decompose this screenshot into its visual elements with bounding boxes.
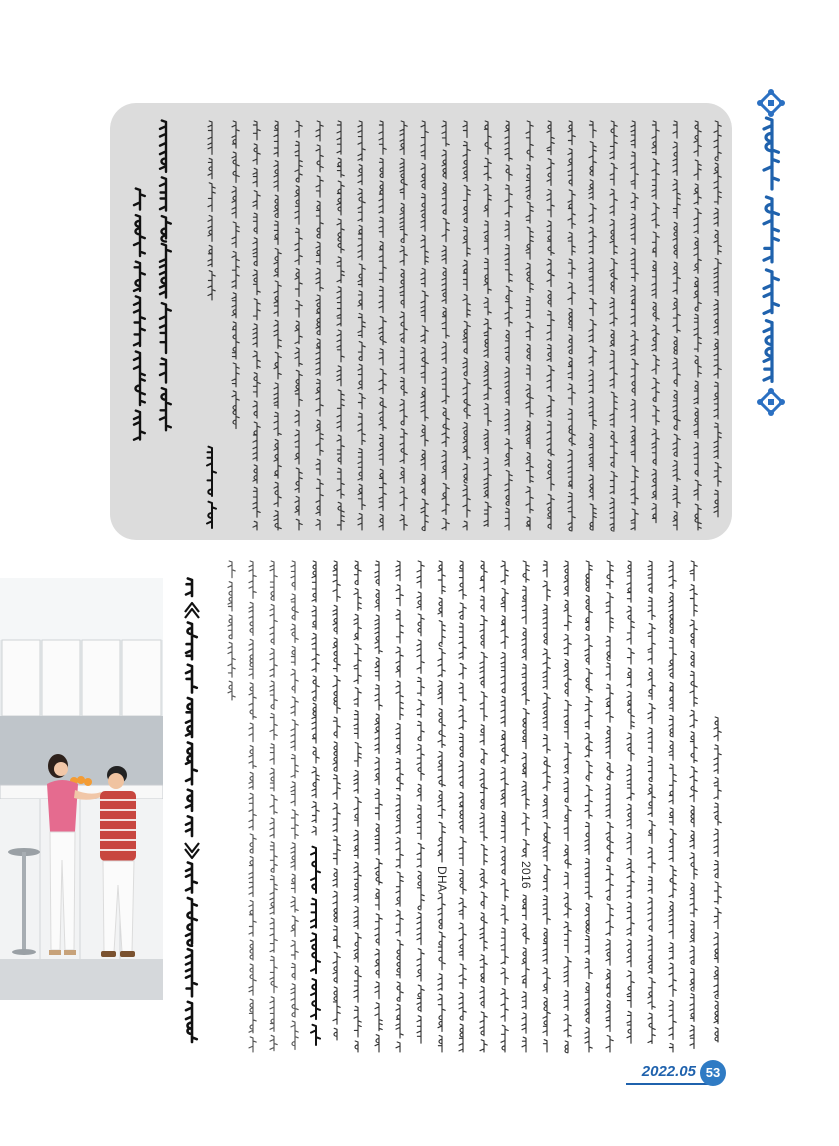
text-column — [417, 561, 424, 1043]
text-column — [606, 561, 613, 1052]
text-column — [459, 561, 466, 1052]
text-column — [208, 121, 215, 300]
text-column — [673, 121, 680, 530]
text-column — [253, 121, 260, 530]
text-column — [379, 121, 386, 530]
footer-rule — [626, 1083, 708, 1085]
text-column — [249, 561, 256, 1052]
text-column — [270, 561, 277, 1051]
inline-acronym: DHA — [435, 866, 449, 893]
text-column — [627, 561, 634, 1043]
title-column — [764, 118, 778, 381]
panel-heading — [134, 121, 171, 440]
text-column — [354, 561, 361, 1052]
text-column — [714, 121, 721, 517]
text-column — [274, 121, 281, 530]
text-column — [669, 561, 676, 1052]
text-column — [396, 561, 403, 1052]
text-column — [333, 561, 340, 1040]
text-column — [505, 121, 512, 530]
bold-text-column — [207, 447, 216, 528]
text-column — [375, 561, 382, 1052]
text-column — [228, 561, 235, 700]
text-column — [543, 561, 550, 1052]
text-column — [316, 121, 323, 530]
text-column — [232, 121, 239, 429]
text-column — [295, 121, 302, 530]
text-column — [568, 121, 575, 531]
text-column — [585, 561, 592, 1052]
text-column — [648, 561, 655, 1044]
text-column — [442, 121, 449, 530]
text-column — [522, 561, 529, 1052]
bold-text-column — [186, 579, 197, 1043]
text-column — [358, 121, 365, 530]
text-column — [312, 561, 319, 835]
bold-text-column — [160, 121, 171, 431]
text-column — [547, 121, 554, 529]
text-column — [291, 561, 298, 1050]
text-column — [589, 121, 596, 530]
text-column — [484, 121, 491, 527]
text-column — [610, 121, 617, 531]
text-column — [631, 121, 638, 530]
article-body-text — [228, 561, 721, 1053]
panel-body-text — [207, 121, 721, 531]
text-column — [463, 121, 470, 530]
text-column — [694, 121, 701, 530]
text-column — [438, 561, 445, 1052]
text-column — [421, 121, 428, 531]
text-column — [400, 121, 407, 530]
text-column — [690, 561, 697, 1049]
text-column — [337, 121, 344, 530]
text-column — [652, 121, 659, 523]
article-title — [185, 579, 199, 1043]
issue-date: 2022.05 — [641, 1063, 696, 1080]
ornament-knot-icon — [757, 89, 785, 117]
bold-text-column — [134, 189, 145, 440]
text-column — [480, 561, 487, 1052]
text-column — [501, 561, 508, 1052]
bold-text-column — [311, 847, 320, 1045]
text-column — [564, 561, 571, 1053]
bracket-open — [185, 603, 199, 618]
bracket-close — [185, 843, 199, 858]
text-column — [526, 121, 533, 530]
ornament-knot-icon — [757, 388, 785, 416]
text-column — [714, 717, 721, 1042]
inline-year: 2016 — [519, 861, 533, 889]
page-number: 53 — [700, 1060, 726, 1086]
page-title — [764, 118, 778, 381]
